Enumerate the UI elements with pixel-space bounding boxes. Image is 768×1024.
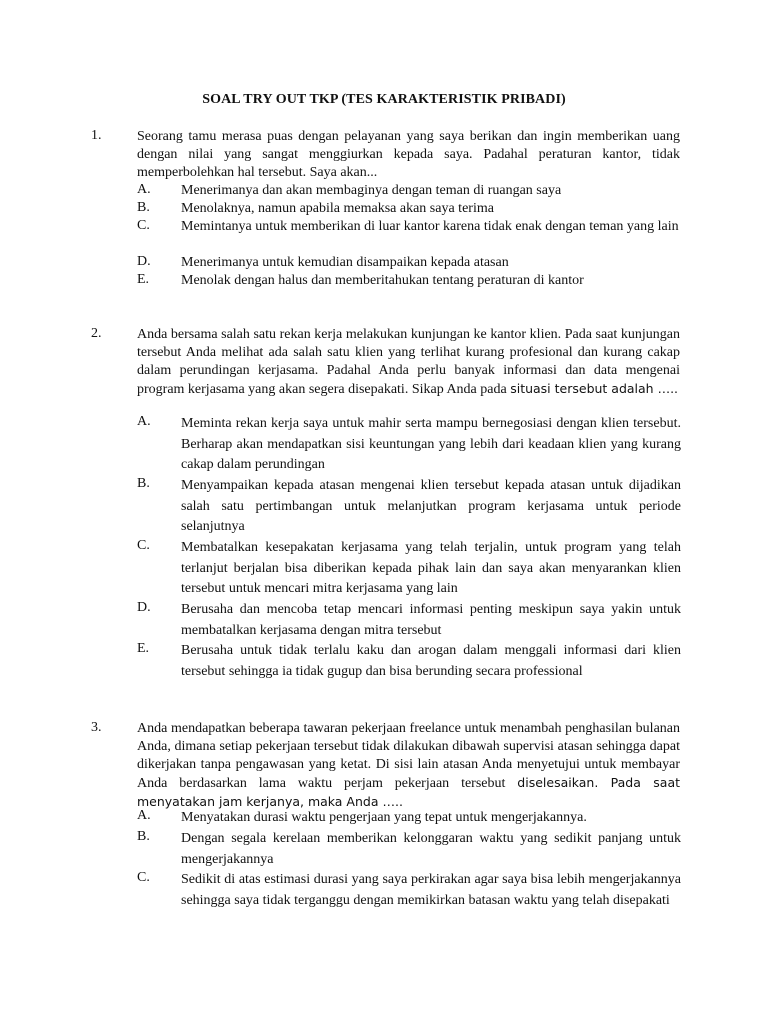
option-label: C. — [137, 218, 150, 233]
option-label: B. — [137, 200, 150, 215]
option-text: Memintanya untuk memberikan di luar kantor karena tidak enak dengan teman yang lain — [181, 219, 679, 234]
option-text: Menolak dengan halus dan memberitahukan tentang peraturan di kantor — [181, 273, 584, 288]
option-text: Berusaha dan mencoba tetap mencari informasi penting meskipun saya yakin untuk membatalkan kerjasama dengan mitra tersebut — [181, 602, 681, 638]
option-text: Dengan segala kerelaan memberikan kelonggaran waktu yang sedikit panjang untuk mengerjakannya — [181, 831, 681, 867]
option-label: D. — [137, 254, 151, 269]
document-title: SOAL TRY OUT TKP (TES KARAKTERISTIK PRIBADI) — [202, 92, 566, 107]
question-number: 1. — [91, 128, 102, 143]
option-text: Meminta rekan kerja saya untuk mahir serta mampu bernegosiasi dengan klien tersebut. Berharap akan mendapatkan sisi keuntungan yang lebih dari keadaan klien yang kurang cakap dalam perundingan — [181, 416, 681, 472]
option-label: A. — [137, 182, 151, 197]
question-number: 3. — [91, 720, 102, 735]
option-text: Menerimanya dan akan membaginya dengan teman di ruangan saya — [181, 183, 562, 198]
option-label: B. — [137, 829, 150, 844]
option-label: D. — [137, 600, 151, 615]
question-number: 2. — [91, 326, 102, 341]
option-text: Menyatakan durasi waktu pengerjaan yang tepat untuk mengerjakannya. — [181, 810, 587, 825]
option-label: B. — [137, 476, 150, 491]
option-text: Sedikit di atas estimasi durasi yang saya perkirakan agar saya bisa lebih mengerjakannya sehingga saya tidak terganggu dengan memikirkan batasan waktu yang telah disepakati — [181, 872, 681, 908]
question-text: Seorang tamu merasa puas dengan pelayanan yang saya berikan dan ingin memberikan uang dengan nilai yang sangat menggiurkan kepada saya. Padahal peraturan kantor, tidak memperbolehkan hal tersebut. Saya akan... — [137, 129, 680, 180]
question-text: Anda bersama salah satu rekan kerja melakukan kunjungan ke kantor klien. Pada saat kunjungan tersebut Anda melihat ada salah satu klien yang terlihat kurang profesional dan kurang cakap dalam perundingan kerjasama. Padahal Anda perlu banyak informasi dan data mengenai program kerjasama yang akan segera disepakati. Sikap Anda pada situasi tersebut adalah ….. — [137, 327, 680, 397]
question-text: Anda mendapatkan beberapa tawaran pekerjaan freelance untuk menambah penghasilan bulanan Anda, dimana setiap pekerjaan tersebut tidak dilakukan dibawah supervisi atasan sehingga dapat dikerjakan tanpa pengawasan yang ketat. Di sisi lain atasan Anda menyetujui untuk membayar Anda berdasarkan lama waktu perjam pekerjaan tersebut diselesaikan. Pada saat menyatakan jam kerjanya, maka Anda ….. — [137, 721, 681, 809]
option-label: C. — [137, 538, 150, 553]
option-label: C. — [137, 870, 150, 885]
option-text: Menolaknya, namun apabila memaksa akan saya terima — [181, 201, 494, 216]
option-label: A. — [137, 808, 151, 823]
option-label: E. — [137, 272, 150, 287]
option-label: E. — [137, 641, 150, 656]
option-text: Menyampaikan kepada atasan mengenai klien tersebut kepada atasan untuk dijadikan salah satu pertimbangan untuk melanjutkan program kerjasama untuk periode selanjutnya — [181, 478, 681, 534]
option-text: Membatalkan kesepakatan kerjasama yang telah terjalin, untuk program yang telah terlanjut berjalan bisa diberikan kepada pihak lain dan saya akan menyarankan klien tersebut untuk mencari mitra kerjasama yang lain — [181, 540, 681, 596]
option-label: A. — [137, 414, 151, 429]
option-text: Berusaha untuk tidak terlalu kaku dan arogan dalam menggali informasi dari klien tersebut sehingga ia tidak gugup dan bisa berunding secara professional — [181, 643, 681, 679]
option-text: Menerimanya untuk kemudian disampaikan kepada atasan — [181, 255, 509, 270]
